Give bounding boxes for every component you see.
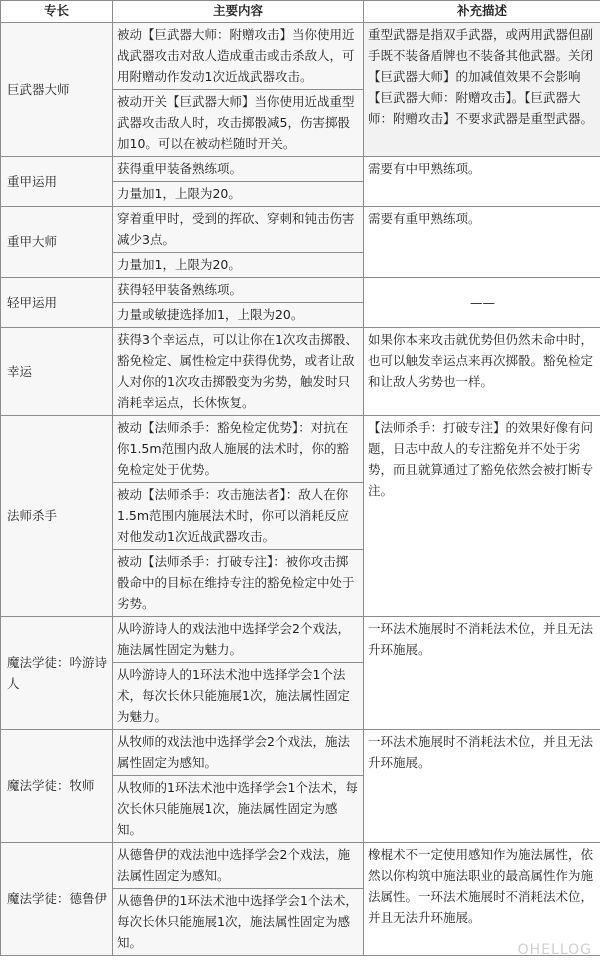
feat-note: —— xyxy=(364,278,600,328)
table-row xyxy=(1,157,600,182)
feat-name: 巨武器大师 xyxy=(1,23,113,157)
table-row xyxy=(1,730,600,776)
feat-note: 如果你本来攻击就优势但仍然未命中时，也可以触发幸运点来再次掷骰。豁免检定和让敌人劣势也一样。 xyxy=(364,328,600,416)
feat-effect: 从德鲁伊的戏法池中选择学会2个戏法，施法属性固定为感知。 xyxy=(113,843,364,889)
header-feat: 专长 xyxy=(1,1,113,23)
feat-note: 【法师杀手：打破专注】的效果好像有问题，日志中敌人的专注豁免并不处于劣势，而且就算通过了豁免依然会被打断专注。 xyxy=(364,416,600,617)
feat-effect: 获得3个幸运点，可以让你在1次攻击掷骰、豁免检定、属性检定中获得优势，或者让敌人对你的1次攻击掷骰变为劣势，触发时只消耗幸运点，长休恢复。 xyxy=(113,328,364,416)
feat-effect: 被动【法师杀手：打破专注】：被你攻击掷骰命中的目标在维持专注的豁免检定中处于劣势。 xyxy=(113,550,364,617)
feat-name: 幸运 xyxy=(1,328,113,416)
feat-note: 一环法术施展时不消耗法术位，并且无法升环施展。 xyxy=(364,617,600,730)
feat-name: 重甲运用 xyxy=(1,157,113,207)
table-row xyxy=(1,843,600,889)
feat-note: 需要有中甲熟练项。 xyxy=(364,157,600,207)
feat-effect: 被动【巨武器大师：附赠攻击】当你使用近战武器攻击对敌人造成重击或击杀敌人，可用附赠动作发动1次近战武器攻击。 xyxy=(113,23,364,90)
feat-effect: 力量加1，上限为20。 xyxy=(113,253,364,278)
feat-effect: 获得轻甲装备熟练项。 xyxy=(113,278,364,303)
table-row xyxy=(1,416,600,483)
feat-effect: 从吟游诗人的1环法术池中选择学会1个法术，每次长休只能施展1次，施法属性固定为魅力。 xyxy=(113,663,364,730)
feat-note: 重型武器是指双手武器，或两用武器但副手既不装备盾牌也不装备其他武器。关闭【巨武器大师】的加减值效果不会影响【巨武器大师：附赠攻击】。【巨武器大师：附赠攻击】不要求武器是重型武器。 xyxy=(364,23,600,157)
table-row xyxy=(1,328,600,416)
watermark: OHELLOG xyxy=(517,942,592,958)
feat-effect: 从牧师的1环法术池中选择学会1个法术，每次长休只能施展1次，施法属性固定为感知。 xyxy=(113,776,364,843)
feat-name: 魔法学徒：牧师 xyxy=(1,730,113,843)
header-effect: 主要内容 xyxy=(113,1,364,23)
header-note: 补充描述 xyxy=(364,1,600,23)
feat-name: 魔法学徒：吟游诗人 xyxy=(1,617,113,730)
feat-name: 魔法学徒：德鲁伊 xyxy=(1,843,113,956)
feat-name: 法师杀手 xyxy=(1,416,113,617)
feat-effect: 力量加1，上限为20。 xyxy=(113,182,364,207)
feat-note: 一环法术施展时不消耗法术位，并且无法升环施展。 xyxy=(364,730,600,843)
feat-note: 橡棍术不一定使用感知作为施法属性，依然以你构筑中施法职业的最高属性作为施法属性。一环法术施展时不消耗法术位，并且无法升环施展。 xyxy=(364,843,600,956)
feat-effect: 穿着重甲时，受到的挥砍、穿刺和钝击伤害减少3点。 xyxy=(113,207,364,253)
table-header-row xyxy=(1,1,600,23)
feat-effect: 获得重甲装备熟练项。 xyxy=(113,157,364,182)
feat-effect: 被动【法师杀手：豁免检定优势】：对抗在你1.5m范围内敌人施展的法术时，你的豁免检定处于优势。 xyxy=(113,416,364,483)
feat-effect: 被动【法师杀手：攻击施法者】：敌人在你1.5m范围内施展法术时，你可以消耗反应对他发动1次近战武器攻击。 xyxy=(113,483,364,550)
feat-effect: 被动开关【巨武器大师】当你使用近战重型武器攻击敌人时，攻击掷骰减5，伤害掷骰加10。可以在被动栏随时开关。 xyxy=(113,90,364,157)
table-row xyxy=(1,617,600,663)
feat-effect: 力量或敏捷选择加1，上限为20。 xyxy=(113,303,364,328)
feat-effect: 从吟游诗人的戏法池中选择学会2个戏法，施法属性固定为魅力。 xyxy=(113,617,364,663)
table-row xyxy=(1,278,600,303)
feat-name: 轻甲运用 xyxy=(1,278,113,328)
feat-effect: 从牧师的戏法池中选择学会2个戏法，施法属性固定为感知。 xyxy=(113,730,364,776)
feat-effect: 从德鲁伊的1环法术池中选择学会1个法术，每次长休只能施展1次，施法属性固定为感知。 xyxy=(113,889,364,956)
feat-name: 重甲大师 xyxy=(1,207,113,278)
table-row xyxy=(1,207,600,253)
table-row xyxy=(1,23,600,90)
feat-note: 需要有重甲熟练项。 xyxy=(364,207,600,278)
